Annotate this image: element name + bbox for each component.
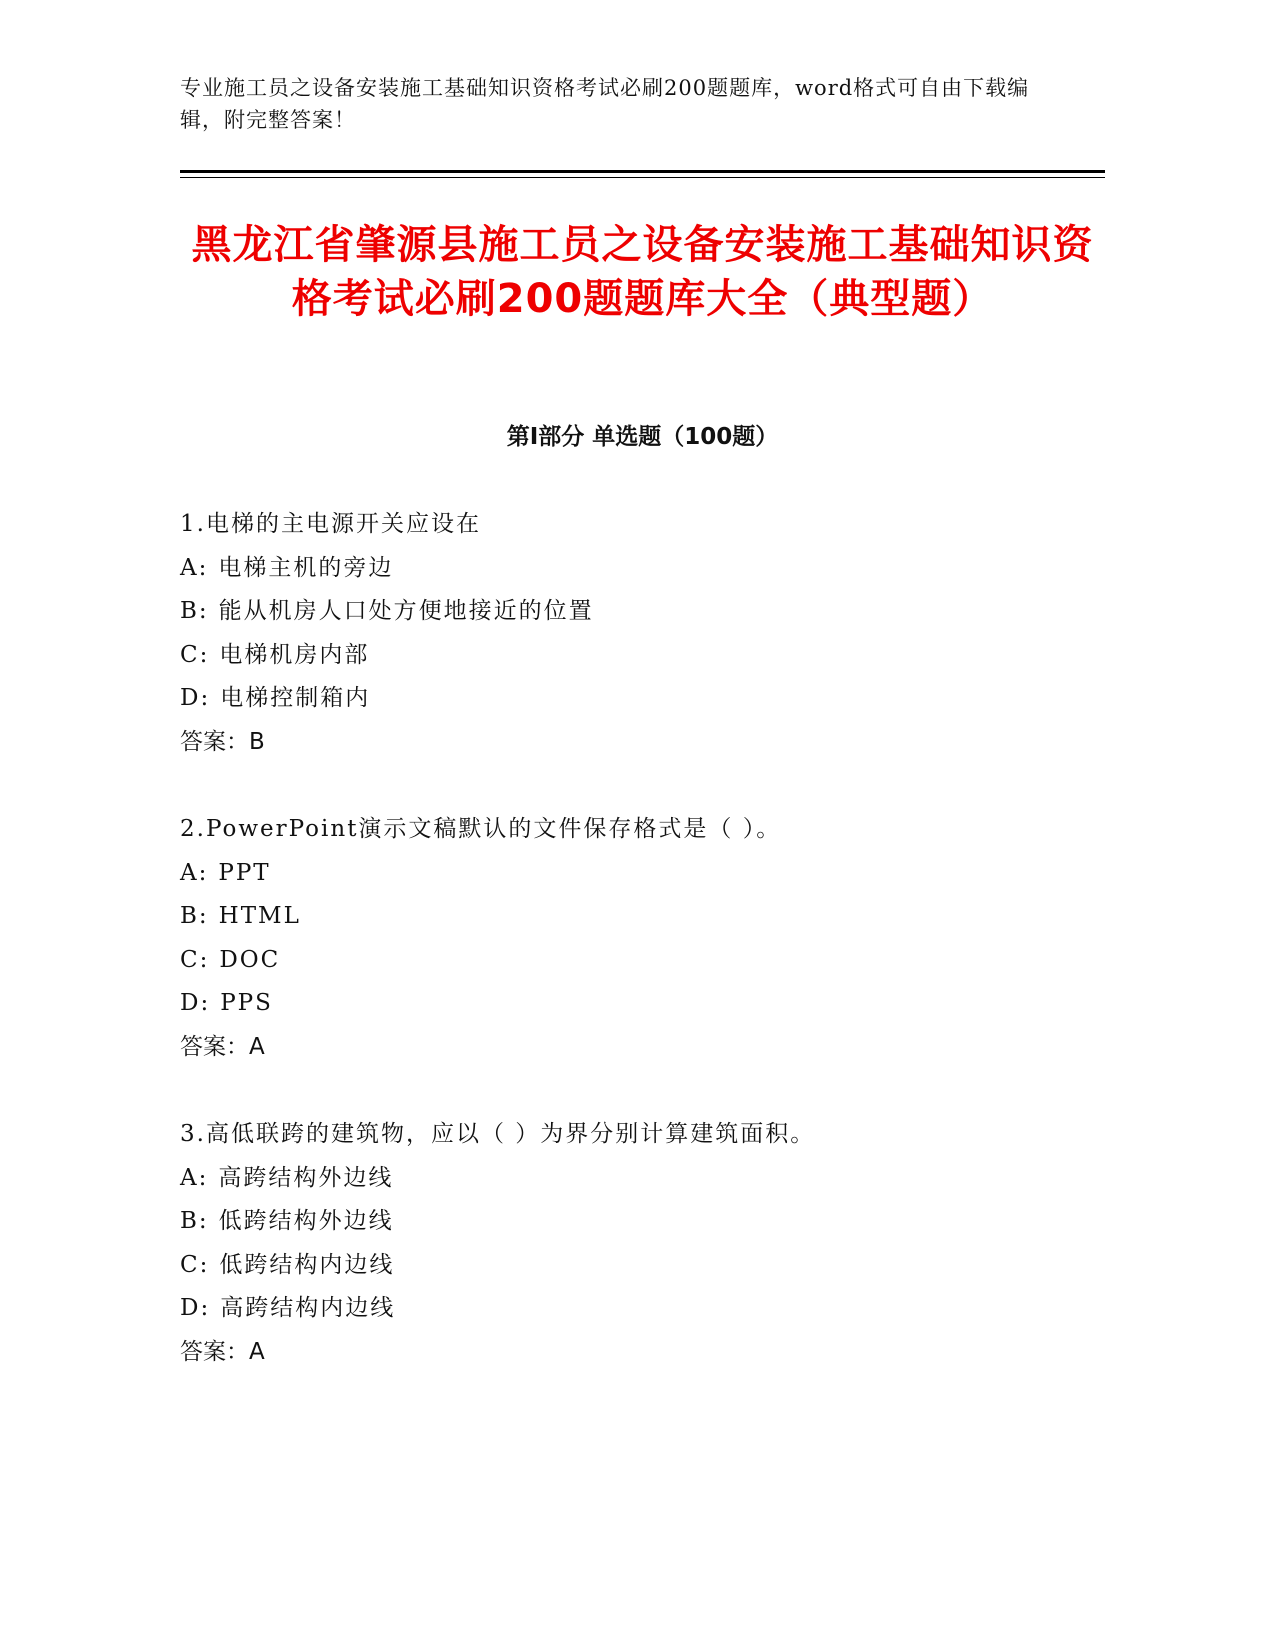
- option-letter: C:: [180, 641, 210, 668]
- option-a: [180, 852, 1105, 896]
- option-letter: C:: [180, 946, 210, 973]
- option-b: [180, 895, 1105, 939]
- option-letter: B:: [180, 598, 209, 625]
- option-text: 高跨结构内边线: [220, 1295, 396, 1322]
- option-d: [180, 1287, 1105, 1331]
- option-text: 电梯控制箱内: [220, 685, 371, 712]
- answer: 答案：A: [180, 1033, 265, 1060]
- option-letter: A:: [180, 859, 209, 886]
- option-b: [180, 590, 1105, 634]
- option-c: [180, 634, 1105, 678]
- option-letter: B:: [180, 1208, 209, 1235]
- option-a: [180, 1157, 1105, 1201]
- option-text: 能从机房人口处方便地接近的位置: [218, 598, 594, 625]
- option-letter: B:: [180, 903, 209, 930]
- answer: 答案：A: [180, 1338, 265, 1365]
- option-text: 低跨结构内边线: [219, 1251, 395, 1278]
- option-c: [180, 939, 1105, 983]
- document-title: 黑龙江省肇源县施工员之设备安装施工基础知识资格考试必刷200题题库大全（典型题）: [191, 222, 1094, 322]
- option-text: PPS: [220, 990, 273, 1017]
- option-letter: A:: [180, 1164, 209, 1191]
- header-rule-thick: [180, 170, 1105, 173]
- option-letter: D:: [180, 685, 211, 712]
- option-letter: D:: [180, 1295, 211, 1322]
- option-d: [180, 982, 1105, 1026]
- option-text: HTML: [218, 903, 301, 930]
- option-letter: D:: [180, 990, 211, 1017]
- option-d: [180, 677, 1105, 721]
- question-1: [180, 503, 1105, 765]
- question-2: [180, 808, 1105, 1070]
- option-letter: A:: [180, 554, 209, 581]
- question-stem: 2.PowerPoint演示文稿默认的文件保存格式是（ ）。: [180, 816, 782, 842]
- answer: 答案：B: [180, 728, 265, 755]
- option-text: 低跨结构外边线: [218, 1208, 394, 1235]
- question-3: [180, 1113, 1105, 1375]
- option-c: [180, 1244, 1105, 1288]
- option-text: 电梯机房内部: [219, 641, 370, 668]
- option-text: 电梯主机的旁边: [218, 554, 394, 581]
- header-rule-thin: [180, 177, 1105, 178]
- option-text: 高跨结构外边线: [218, 1164, 394, 1191]
- question-stem: 1.电梯的主电源开关应设在: [180, 511, 481, 537]
- option-a: [180, 547, 1105, 591]
- option-letter: C:: [180, 1251, 210, 1278]
- option-b: [180, 1200, 1105, 1244]
- question-stem: 3.高低联跨的建筑物，应以（ ）为界分别计算建筑面积。: [180, 1121, 816, 1147]
- option-text: PPT: [218, 859, 271, 886]
- option-text: DOC: [219, 946, 281, 973]
- header-note: 专业施工员之设备安装施工基础知识资格考试必刷200题题库，word格式可自由下载编辑，附完整答案！: [180, 76, 1030, 132]
- section-title: 第Ⅰ部分 单选题（100题）: [506, 424, 779, 450]
